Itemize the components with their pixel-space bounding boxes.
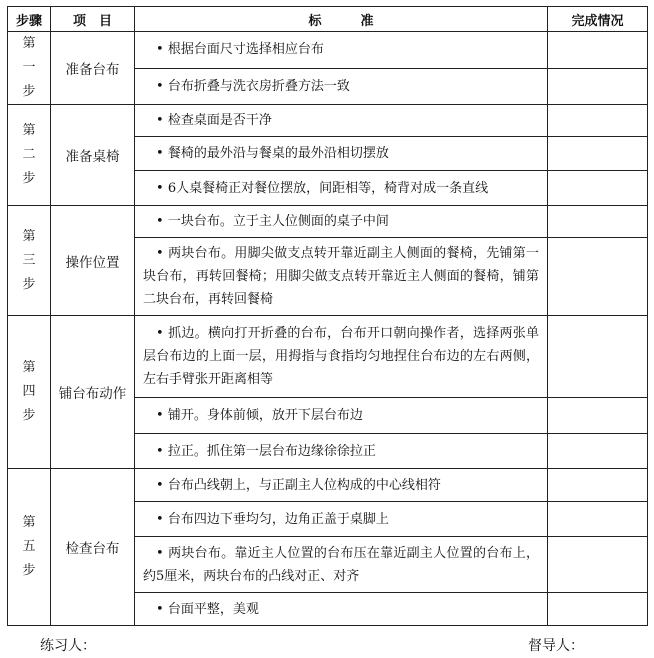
standard-cell: • 拉正。抓住第一层台布边缘徐徐拉正: [135, 434, 548, 469]
item-cell: 铺台布动作: [51, 316, 135, 469]
standard-cell: • 一块台布。立于主人位侧面的桌子中间: [135, 206, 548, 238]
table-row: [8, 316, 648, 398]
table-row: [8, 206, 648, 238]
table-row: [8, 469, 648, 502]
standard-cell: • 台布四边下垂均匀，边角正盖于桌脚上: [135, 502, 548, 537]
header-item: 项 目: [51, 7, 135, 32]
table-row: [8, 105, 648, 137]
completion-cell: [548, 469, 648, 502]
standards-table: [7, 6, 648, 626]
completion-cell: [548, 68, 648, 105]
step-cell: 第 五 步: [8, 469, 51, 626]
standard-cell: • 两块台布。用脚尖做支点转开靠近副主人侧面的餐椅，先铺第一块台布，再转回餐椅；用脚尖做支点转开靠近主人侧面的餐椅，铺第二块台布，再转回餐椅: [135, 238, 548, 316]
step-cell: 第 一 步: [8, 32, 51, 105]
table-row: [8, 32, 648, 69]
completion-cell: [548, 537, 648, 593]
trainee-signature-label: 练习人：: [40, 638, 96, 654]
completion-cell: [548, 593, 648, 626]
standard-cell: • 检查桌面是否干净: [135, 105, 548, 137]
completion-cell: [548, 316, 648, 398]
step-cell: 第 二 步: [8, 105, 51, 206]
step-cell: 第 四 步: [8, 316, 51, 469]
standard-cell: • 台布凸线朝上，与正副主人位构成的中心线相符: [135, 469, 548, 502]
item-cell: 检查台布: [51, 469, 135, 626]
completion-cell: [548, 105, 648, 137]
completion-cell: [548, 137, 648, 171]
completion-cell: [548, 171, 648, 206]
standard-cell: • 根据台面尺寸选择相应台布: [135, 32, 548, 69]
item-cell: 准备台布: [51, 32, 135, 105]
item-cell: 准备桌椅: [51, 105, 135, 206]
completion-cell: [548, 502, 648, 537]
step-cell: 第 三 步: [8, 206, 51, 316]
standard-cell: • 铺开。身体前倾，放开下层台布边: [135, 398, 548, 434]
standard-cell: • 餐椅的最外沿与餐桌的最外沿相切摆放: [135, 137, 548, 171]
item-cell: 操作位置: [51, 206, 135, 316]
completion-cell: [548, 434, 648, 469]
header-standard: 标 准: [135, 7, 548, 32]
completion-cell: [548, 238, 648, 316]
standard-cell: • 抓边。横向打开折叠的台布，台布开口朝向操作者，选择两张单层台布边的上面一层，用拇指与食指均匀地捏住台布边的左右两侧，左右手臂张开距离相等: [135, 316, 548, 398]
completion-cell: [548, 206, 648, 238]
header-step: 步骤: [8, 7, 51, 32]
header-completion: 完成情况: [548, 7, 648, 32]
standard-cell: • 两块台布。靠近主人位置的台布压在靠近副主人位置的台布上，约5厘米，两块台布的凸线对正、对齐: [135, 537, 548, 593]
supervisor-signature-label: 督导人：: [528, 638, 584, 654]
completion-cell: [548, 32, 648, 69]
standard-cell: • 6人桌餐椅正对餐位摆放，间距相等，椅背对成一条直线: [135, 171, 548, 206]
standard-cell: • 台面平整，美观: [135, 593, 548, 626]
header-row: [8, 7, 648, 32]
standard-cell: • 台布折叠与洗衣房折叠方法一致: [135, 68, 548, 105]
completion-cell: [548, 398, 648, 434]
